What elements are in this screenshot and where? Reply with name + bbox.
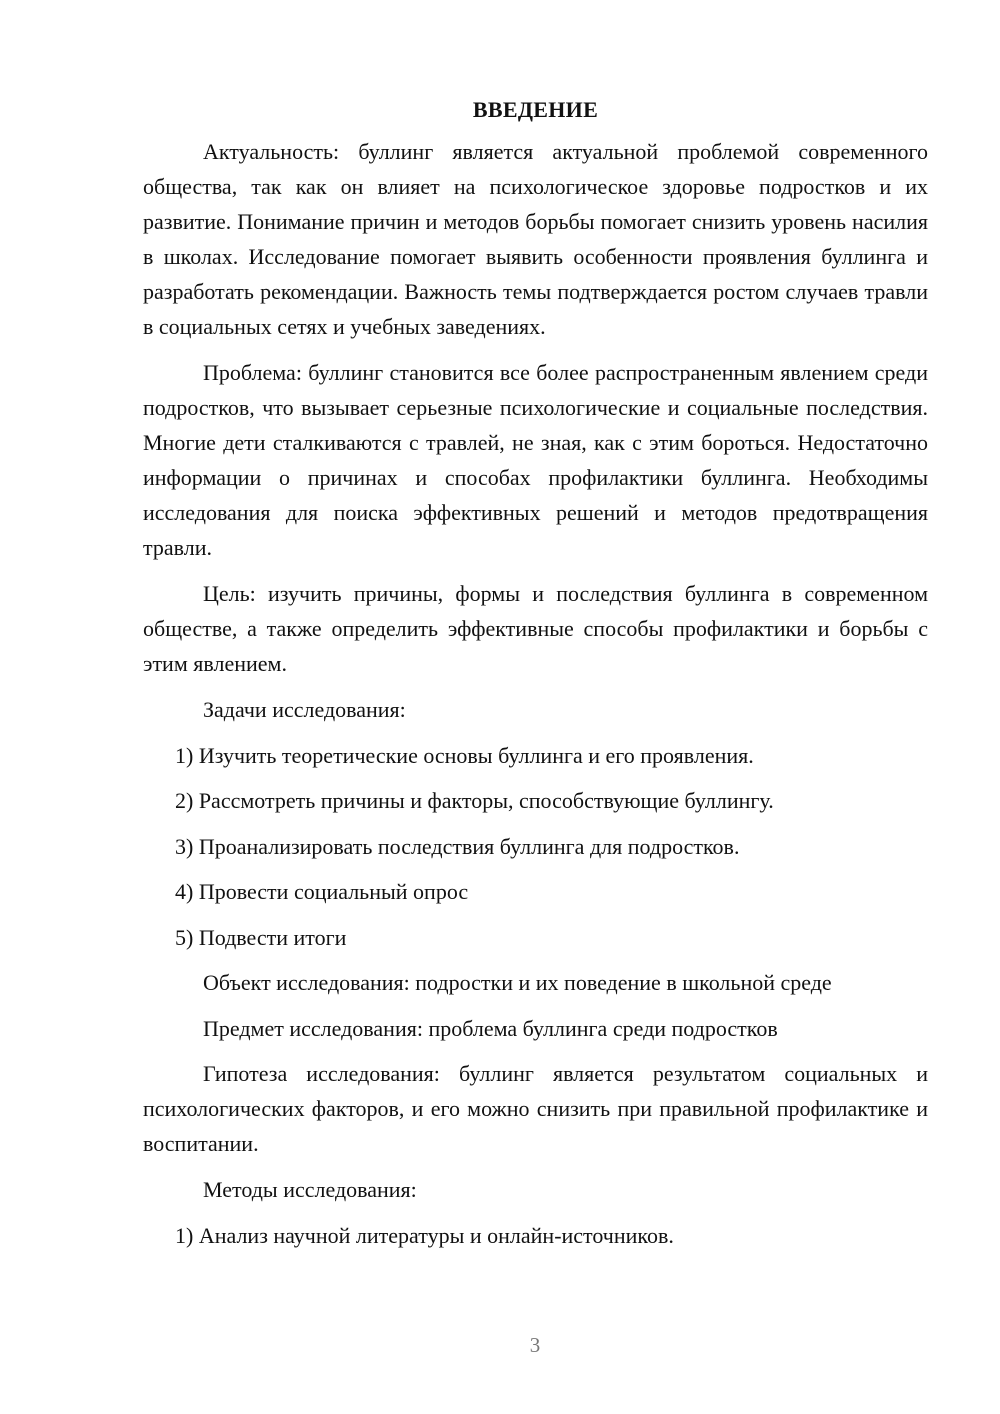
task-item-4: 4) Провести социальный опрос xyxy=(175,879,469,904)
tasks-heading: Задачи исследования: xyxy=(203,697,406,722)
goal-paragraph: Цель: изучить причины, формы и последствия буллинга в современном обществе, а также определить эффективные способы профилактики и борьбы с этим явлением. xyxy=(143,581,928,676)
document-page xyxy=(143,92,928,1263)
method-item-1: 1) Анализ научной литературы и онлайн-источников. xyxy=(175,1222,674,1248)
research-object: Объект исследования: подростки и их поведение в школьной среде xyxy=(203,970,832,995)
relevance-paragraph: Актуальность: буллинг является актуальной проблемой современного общества, так как он влияет на психологическое здоровье подростков и их развитие. Понимание причин и методов борьбы помогает снизить уровень насилия в школах. Исследование помогает выявить особенности проявления буллинга и разработать рекомендации. Важность темы подтверждается ростом случаев травли в социальных сетях и учебных заведениях. xyxy=(143,139,928,339)
research-subject: Предмет исследования: проблема буллинга среди подростков xyxy=(203,1015,778,1041)
methods-heading: Методы исследования: xyxy=(203,1177,417,1202)
task-item-2: 2) Рассмотреть причины и факторы, способствующие буллингу. xyxy=(175,788,774,813)
page-number: 3 xyxy=(529,1333,541,1357)
task-item-1: 1) Изучить теоретические основы буллинга и его проявления. xyxy=(175,742,754,768)
section-title: ВВЕДЕНИЕ xyxy=(472,97,599,122)
task-item-3: 3) Проанализировать последствия буллинга для подростков. xyxy=(175,833,740,859)
hypothesis-paragraph: Гипотеза исследования: буллинг является результатом социальных и психологических факторов, и его можно снизить при правильной профилактике и воспитании. xyxy=(143,1061,928,1156)
problem-paragraph: Проблема: буллинг становится все более распространенным явлением среди подростков, что вызывает серьезные психологические и социальные последствия. Многие дети сталкиваются с травлей, не зная, как с этим бороться. Недостаточно информации о причинах и способах профилактики буллинга. Необходимы исследования для поиска эффективных решений и методов предотвращения травли. xyxy=(143,360,928,560)
task-item-5: 5) Подвести итоги xyxy=(175,924,347,950)
